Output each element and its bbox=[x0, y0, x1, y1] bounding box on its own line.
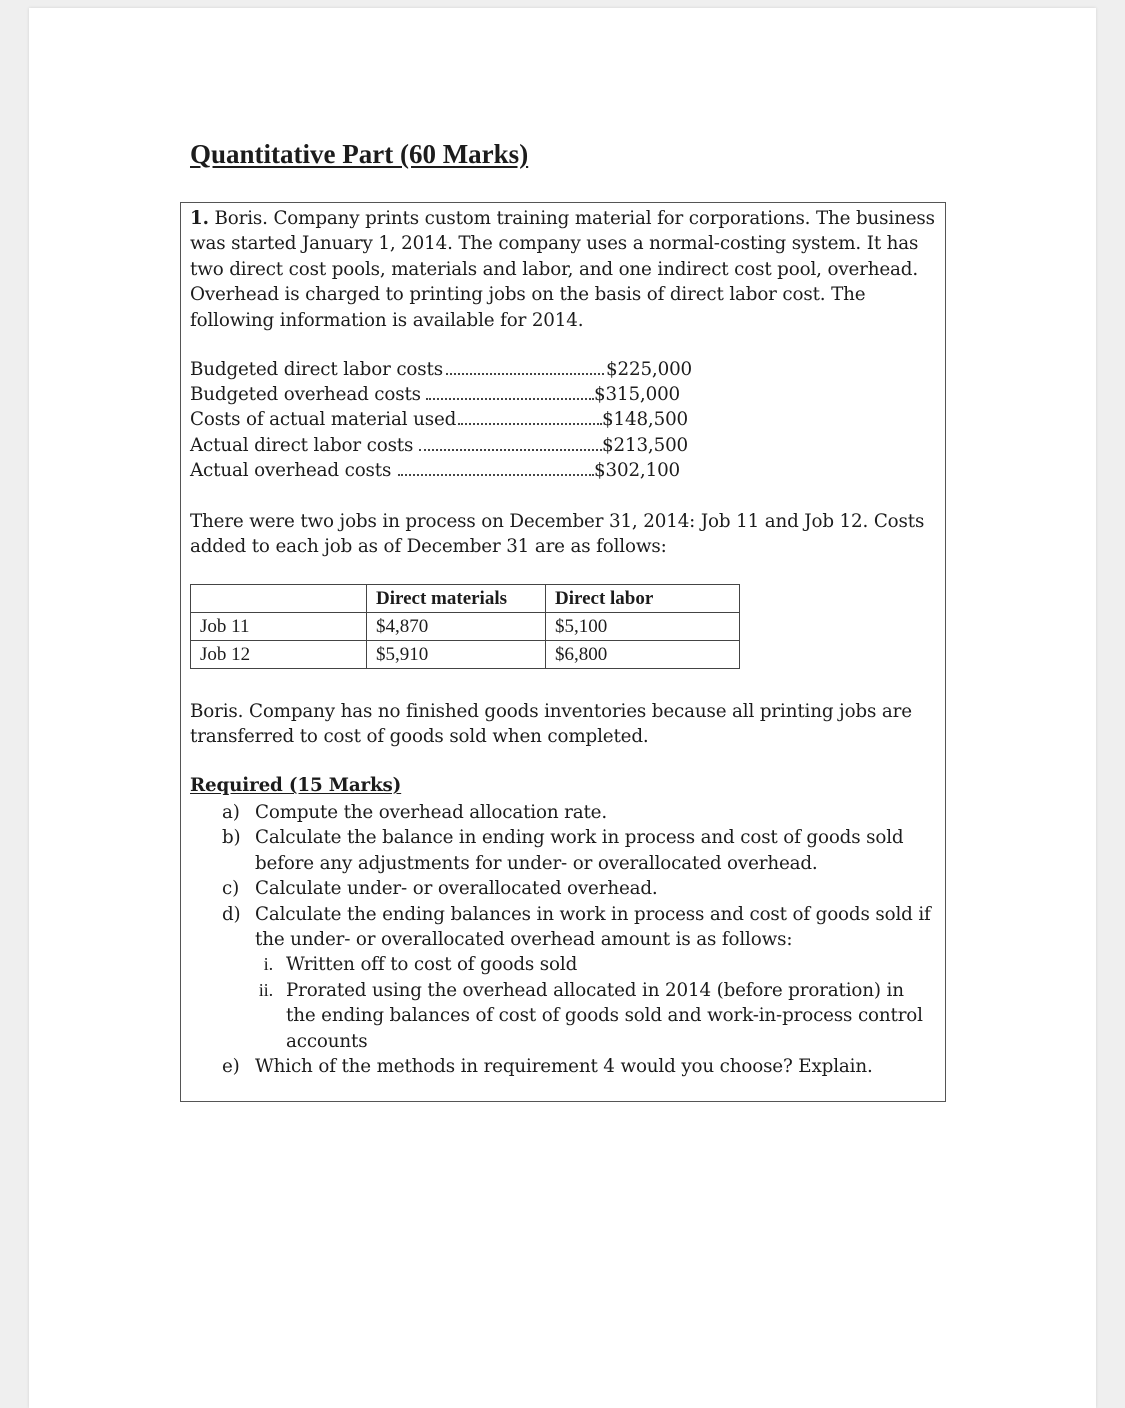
sub-requirement-text: Prorated using the overhead allocated in 2014 (before proration) in the ending balances of cost of goods sold and work-in-process control accounts bbox=[286, 979, 923, 1052]
sub-requirement-item bbox=[253, 978, 932, 1054]
table-row bbox=[191, 613, 740, 641]
requirement-marker: d) bbox=[222, 903, 241, 925]
leader-dots bbox=[458, 423, 602, 425]
requirement-item bbox=[222, 1054, 932, 1079]
question-intro-text: Boris. Company prints custom training material for corporations. The business was started January 1, 2014. The company uses a normal-costing system. It has two direct cost pools, materials and labor, and one indirect cost pool, overhead. Overhead is charged to printing jobs on the basis of direct labor cost. The following information is available for 2014. bbox=[190, 208, 935, 331]
header-cell: Direct materials bbox=[367, 585, 546, 613]
requirement-item bbox=[222, 876, 932, 901]
sub-requirement-text: Written off to cost of goods sold bbox=[286, 954, 578, 976]
sub-requirement-item bbox=[253, 952, 932, 977]
table-cell: $6,800 bbox=[546, 641, 740, 669]
requirement-item bbox=[222, 902, 932, 953]
sub-requirements-list bbox=[253, 952, 932, 1054]
cost-value: $213,500 bbox=[602, 434, 689, 456]
requirements-list bbox=[222, 800, 932, 1079]
cost-value: $315,000 bbox=[594, 384, 681, 406]
jobs-table bbox=[190, 584, 740, 669]
requirement-marker: a) bbox=[222, 802, 240, 823]
page-heading: Quantitative Part (60 Marks) bbox=[190, 139, 529, 169]
requirement-item bbox=[222, 825, 932, 876]
cost-value: $302,100 bbox=[594, 459, 681, 481]
requirement-text: Calculate the ending balances in work in process and cost of goods sold if the under- or overallocated overhead amount is as follows: bbox=[255, 903, 931, 951]
requirement-text: Compute the overhead allocation rate. bbox=[255, 802, 608, 823]
leader-dots bbox=[426, 398, 594, 400]
requirement-marker: c) bbox=[222, 878, 240, 900]
leader-dots bbox=[446, 373, 604, 375]
sub-requirement-marker: ii. bbox=[258, 979, 273, 1000]
table-row bbox=[191, 641, 740, 669]
header-cell: Direct labor bbox=[546, 585, 740, 613]
table-cell: $5,100 bbox=[546, 613, 740, 641]
cost-label: Budgeted overhead costs bbox=[190, 384, 421, 406]
leader-dots bbox=[419, 449, 602, 451]
question-intro bbox=[190, 206, 940, 333]
table-cell: $5,910 bbox=[367, 641, 546, 669]
header-cell bbox=[191, 585, 367, 613]
table-cell: Job 11 bbox=[191, 613, 367, 641]
requirement-text: Calculate under- or overallocated overhead. bbox=[255, 878, 658, 900]
question-number: 1. bbox=[190, 208, 209, 229]
requirement-text: Calculate the balance in ending work in process and cost of goods sold before any adjustments for under- or overallocated overhead. bbox=[255, 827, 904, 874]
required-title: Required (15 Marks) bbox=[190, 775, 402, 796]
requirement-item bbox=[222, 800, 932, 825]
jobs-intro: There were two jobs in process on December 31, 2014: Job 11 and Job 12. Costs added to each job as of December 31 are as follows: bbox=[190, 511, 925, 558]
finished-goods-note: Boris. Company has no finished goods inventories because all printing jobs are transferred to cost of goods sold when completed. bbox=[190, 701, 912, 748]
requirement-marker: b) bbox=[222, 827, 241, 849]
cost-label: Actual overhead costs bbox=[190, 459, 392, 481]
leader-dots bbox=[398, 474, 594, 476]
cost-label: Actual direct labor costs bbox=[190, 434, 414, 456]
table-cell: $4,870 bbox=[367, 613, 546, 641]
table-cell: Job 12 bbox=[191, 641, 367, 669]
requirement-text: Which of the methods in requirement 4 would you choose? Explain. bbox=[255, 1056, 873, 1078]
cost-value: $225,000 bbox=[606, 359, 693, 380]
table-header-row bbox=[191, 585, 740, 613]
cost-label: Costs of actual material used bbox=[190, 409, 457, 431]
requirement-marker: e) bbox=[222, 1056, 240, 1078]
cost-label: Budgeted direct labor costs bbox=[190, 359, 443, 380]
cost-value: $148,500 bbox=[602, 409, 689, 431]
sub-requirement-marker: i. bbox=[263, 954, 273, 975]
